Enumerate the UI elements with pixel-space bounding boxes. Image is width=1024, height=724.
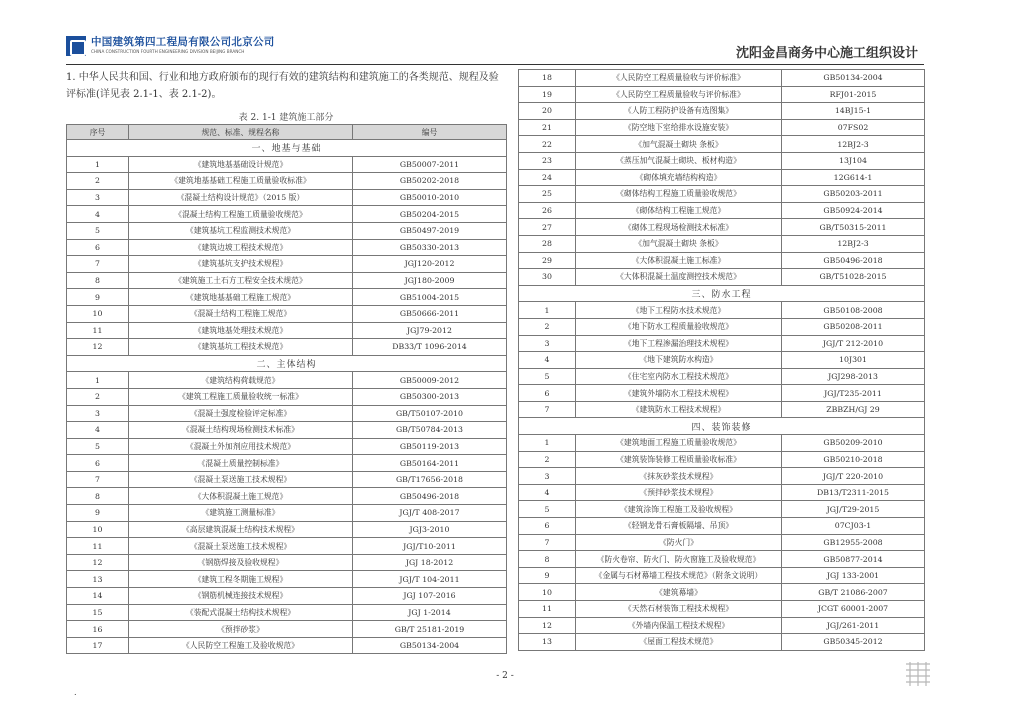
table-row	[67, 471, 507, 488]
table-row	[67, 305, 507, 322]
standard-code: GB/T51028-2015	[782, 269, 925, 286]
page-number: - 2 -	[496, 671, 514, 681]
row-number: 4	[519, 484, 576, 501]
table-row	[67, 571, 507, 588]
row-number: 2	[519, 318, 576, 335]
standard-code: JGJ/261-2011	[782, 617, 925, 634]
table-row	[67, 173, 507, 190]
row-number: 11	[67, 322, 129, 339]
table-row	[519, 86, 925, 103]
row-number: 12	[519, 617, 576, 634]
table-row	[519, 501, 925, 518]
standard-name: 《地下建筑防水构造》	[576, 352, 782, 369]
standard-name: 《建筑结构荷载规范》	[129, 372, 353, 389]
table-row	[67, 339, 507, 356]
standard-code: GB50209-2010	[782, 435, 925, 452]
table-row	[519, 252, 925, 269]
row-number: 10	[67, 521, 129, 538]
table-row	[519, 103, 925, 120]
standard-code: 10J301	[782, 352, 925, 369]
standard-name: 《人民防空工程施工及验收规范》	[129, 637, 353, 654]
standard-name: 《砌体结构工程施工规范》	[576, 202, 782, 219]
standard-code: ZBBZH/GJ 29	[782, 401, 925, 418]
standard-code: JGJ/T29-2015	[782, 501, 925, 518]
standard-name: 《抹灰砂浆技术规程》	[576, 468, 782, 485]
standard-code: GB/T 25181-2019	[353, 621, 507, 638]
table-row	[519, 584, 925, 601]
row-number: 12	[67, 339, 129, 356]
table-row	[67, 206, 507, 223]
standard-name: 《大体积混凝土施工规范》	[129, 488, 353, 505]
standards-table-right	[518, 69, 925, 651]
table-row	[519, 136, 925, 153]
standard-code: JGJ 107-2016	[353, 588, 507, 605]
table-row	[67, 588, 507, 605]
row-number: 3	[67, 405, 129, 422]
standard-name: 《预拌砂浆》	[129, 621, 353, 638]
standard-code: GB50666-2011	[353, 305, 507, 322]
row-number: 9	[67, 289, 129, 306]
standard-code: GB51004-2015	[353, 289, 507, 306]
row-number: 8	[67, 488, 129, 505]
standard-name: 《建筑涂饰工程施工及验收规程》	[576, 501, 782, 518]
table-row	[67, 488, 507, 505]
standard-code: GB50164-2011	[353, 455, 507, 472]
row-number: 27	[519, 219, 576, 236]
standard-code: JGJ180-2009	[353, 272, 507, 289]
standard-code: JGJ79-2012	[353, 322, 507, 339]
table-row	[67, 538, 507, 555]
row-number: 21	[519, 119, 576, 136]
standard-code: 12BJ2-3	[782, 235, 925, 252]
standard-name: 《屋面工程技术规范》	[576, 634, 782, 651]
row-number: 20	[519, 103, 576, 120]
page-header	[66, 30, 924, 64]
standard-name: 《建筑地面工程施工质量验收规范》	[576, 435, 782, 452]
standard-name: 《钢筋焊接及验收规程》	[129, 554, 353, 571]
standard-name: 《大体积混凝土温度测控技术规范》	[576, 269, 782, 286]
standard-name: 《建筑幕墙》	[576, 584, 782, 601]
standard-name: 《装配式混凝土结构技术规程》	[129, 604, 353, 621]
standard-code: GB50496-2018	[353, 488, 507, 505]
standard-code: 12G614-1	[782, 169, 925, 186]
standard-name: 《建筑外墙防水工程技术规程》	[576, 385, 782, 402]
standards-table-left	[66, 124, 507, 654]
standard-name: 《高层建筑混凝土结构技术规程》	[129, 521, 353, 538]
standard-code: JGJ/T 104-2011	[353, 571, 507, 588]
standard-name: 《混凝土外加剂应用技术规范》	[129, 438, 353, 455]
stamp-watermark-icon	[900, 660, 936, 688]
standard-code: 07CJ03-1	[782, 518, 925, 535]
cscec-logo-icon	[66, 36, 86, 56]
table-row	[67, 405, 507, 422]
standard-name: 《混凝土强度检验评定标准》	[129, 405, 353, 422]
section-heading: 三、防水工程	[519, 285, 925, 302]
table-row	[519, 634, 925, 651]
standard-name: 《地下防水工程质量验收规范》	[576, 318, 782, 335]
standard-name: 《混凝土泵送施工技术规程》	[129, 471, 353, 488]
row-number: 4	[67, 422, 129, 439]
table-row	[519, 435, 925, 452]
table-section-row	[519, 285, 925, 302]
row-number: 15	[67, 604, 129, 621]
table-row	[519, 368, 925, 385]
table-row	[67, 505, 507, 522]
standard-code: GB/T 21086-2007	[782, 584, 925, 601]
table-row	[519, 219, 925, 236]
standard-name: 《砌体工程现场检测技术标准》	[576, 219, 782, 236]
row-number: 14	[67, 588, 129, 605]
table-row	[67, 289, 507, 306]
standard-code: JGJ298-2013	[782, 368, 925, 385]
table-row	[67, 554, 507, 571]
standard-code: JCGT 60001-2007	[782, 601, 925, 618]
section-heading: 一、地基与基础	[67, 140, 507, 157]
row-number: 5	[519, 501, 576, 518]
standard-name: 《砌体填充墙结构构造》	[576, 169, 782, 186]
standard-code: GB/T17656-2018	[353, 471, 507, 488]
table-row	[67, 239, 507, 256]
standard-name: 《建筑工程施工质量验收统一标准》	[129, 388, 353, 405]
row-number: 13	[519, 634, 576, 651]
row-number: 1	[519, 302, 576, 319]
row-number: 10	[519, 584, 576, 601]
standard-name: 《建筑地基基础工程施工规范》	[129, 289, 353, 306]
standard-name: 《建筑装饰装修工程质量验收标准》	[576, 451, 782, 468]
row-number: 3	[67, 189, 129, 206]
table-row	[519, 468, 925, 485]
standard-code: GB50134-2004	[782, 70, 925, 87]
table-row	[519, 567, 925, 584]
row-number: 25	[519, 186, 576, 203]
row-number: 18	[519, 70, 576, 87]
table-row	[67, 621, 507, 638]
standard-name: 《建筑防水工程技术规程》	[576, 401, 782, 418]
row-number: 26	[519, 202, 576, 219]
standard-name: 《混凝土结构现场检测技术标准》	[129, 422, 353, 439]
table-row	[519, 451, 925, 468]
table-row	[67, 322, 507, 339]
standard-name: 《防空地下室给排水设施安装》	[576, 119, 782, 136]
row-number: 9	[519, 567, 576, 584]
standard-code: GB50924-2014	[782, 202, 925, 219]
standard-name: 《人民防空工程质量验收与评价标准》	[576, 70, 782, 87]
standard-name: 《加气混凝土砌块 条板》	[576, 235, 782, 252]
row-number: 28	[519, 235, 576, 252]
section-heading: 四、装饰装修	[519, 418, 925, 435]
standard-code: GB50300-2013	[353, 388, 507, 405]
standard-name: 《建筑施工测量标准》	[129, 505, 353, 522]
standard-code: GB/T50315-2011	[782, 219, 925, 236]
row-number: 4	[67, 206, 129, 223]
standard-name: 《混凝土结构设计规范》（2015 版）	[129, 189, 353, 206]
table-header-row	[67, 125, 507, 140]
standard-code: GB12955-2008	[782, 534, 925, 551]
standard-name: 《大体积混凝土施工标准》	[576, 252, 782, 269]
standard-name: 《建筑基坑支护技术规程》	[129, 256, 353, 273]
table-row	[519, 484, 925, 501]
row-number: 7	[519, 534, 576, 551]
table-row	[519, 601, 925, 618]
row-number: 6	[67, 239, 129, 256]
standard-name: 《预拌砂浆技术规程》	[576, 484, 782, 501]
standard-code: GB50330-2013	[353, 239, 507, 256]
standard-code: GB50108-2008	[782, 302, 925, 319]
standard-name: 《建筑地基基础设计规范》	[129, 156, 353, 173]
column-header-number: 序号	[67, 125, 129, 140]
table-row	[67, 637, 507, 654]
table-row	[67, 156, 507, 173]
standard-name: 《蒸压加气混凝土砌块、板材构造》	[576, 152, 782, 169]
standard-code: JGJ/T 212-2010	[782, 335, 925, 352]
standard-name: 《建筑工程冬期施工规程》	[129, 571, 353, 588]
row-number: 22	[519, 136, 576, 153]
standard-name: 《混凝土质量控制标准》	[129, 455, 353, 472]
standard-code: GB50497-2019	[353, 222, 507, 239]
row-number: 29	[519, 252, 576, 269]
table-row	[519, 518, 925, 535]
row-number: 13	[67, 571, 129, 588]
standard-code: GB50010-2010	[353, 189, 507, 206]
standard-code: GB50345-2012	[782, 634, 925, 651]
standard-code: JGJ120-2012	[353, 256, 507, 273]
table-row	[67, 604, 507, 621]
column-header-name: 规范、标准、规程名称	[129, 125, 353, 140]
row-number: 10	[67, 305, 129, 322]
standard-name: 《建筑地基处理技术规范》	[129, 322, 353, 339]
standard-name: 《人防工程防护设备有选图集》	[576, 103, 782, 120]
row-number: 7	[67, 256, 129, 273]
document-title: 沈阳金昌商务中心施工组织设计	[735, 46, 918, 61]
standard-code: DB13/T2311-2015	[782, 484, 925, 501]
standard-code: JGJ/T 220-2010	[782, 468, 925, 485]
standard-name: 《加气混凝土砌块 条板》	[576, 136, 782, 153]
row-number: 3	[519, 335, 576, 352]
standard-code: GB50119-2013	[353, 438, 507, 455]
standard-code: 07FS02	[782, 119, 925, 136]
standard-name: 《住宅室内防水工程技术规范》	[576, 368, 782, 385]
standard-name: 《天然石材装饰工程技术规程》	[576, 601, 782, 618]
row-number: 5	[67, 438, 129, 455]
standard-code: GB50877-2014	[782, 551, 925, 568]
row-number: 8	[67, 272, 129, 289]
row-number: 6	[519, 518, 576, 535]
row-number: 1	[67, 156, 129, 173]
table-row	[519, 617, 925, 634]
standard-code: GB50496-2018	[782, 252, 925, 269]
company-name: 中国建筑第四工程局有限公司北京公司	[91, 36, 275, 48]
standard-name: 《建筑施工土石方工程安全技术规范》	[129, 272, 353, 289]
row-number: 3	[519, 468, 576, 485]
standard-name: 《金属与石材幕墙工程技术规范》（附条文说明）	[576, 567, 782, 584]
row-number: 1	[67, 372, 129, 389]
table-row	[67, 422, 507, 439]
table-row	[67, 272, 507, 289]
standard-name: 《混凝土泵送施工技术规程》	[129, 538, 353, 555]
standard-code: GB/T50107-2010	[353, 405, 507, 422]
table-row	[67, 521, 507, 538]
section-heading: 二、主体结构	[67, 355, 507, 372]
standard-code: JGJ3-2010	[353, 521, 507, 538]
row-number: 11	[67, 538, 129, 555]
standard-code: 12BJ2-3	[782, 136, 925, 153]
row-number: 19	[519, 86, 576, 103]
table-row	[519, 152, 925, 169]
standard-name: 《人民防空工程质量验收与评价标准》	[576, 86, 782, 103]
table-row	[67, 372, 507, 389]
standard-name: 《地下工程渗漏治理技术规程》	[576, 335, 782, 352]
table-row	[67, 189, 507, 206]
table-row	[67, 455, 507, 472]
column-header-code: 编号	[353, 125, 507, 140]
table-section-row	[67, 140, 507, 157]
standard-code: GB50134-2004	[353, 637, 507, 654]
standard-code: GB50204-2015	[353, 206, 507, 223]
standard-code: JGJ 1-2014	[353, 604, 507, 621]
table-row	[519, 169, 925, 186]
standard-name: 《砌体结构工程施工质量验收规范》	[576, 186, 782, 203]
standard-code: 13J104	[782, 152, 925, 169]
table-row	[67, 438, 507, 455]
standard-code: DB33/T 1096-2014	[353, 339, 507, 356]
table-row	[519, 235, 925, 252]
table-row	[67, 256, 507, 273]
standard-name: 《钢筋机械连接技术规程》	[129, 588, 353, 605]
standard-name: 《轻钢龙骨石膏板隔墙、吊顶》	[576, 518, 782, 535]
standard-code: GB50007-2011	[353, 156, 507, 173]
row-number: 23	[519, 152, 576, 169]
table-row	[519, 401, 925, 418]
header-divider	[66, 64, 924, 65]
standard-name: 《建筑地基基础工程施工质量验收标准》	[129, 173, 353, 190]
row-number: 17	[67, 637, 129, 654]
table-section-row	[67, 355, 507, 372]
standard-name: 《防火卷帘、防火门、防火窗施工及验收规范》	[576, 551, 782, 568]
row-number: 24	[519, 169, 576, 186]
standard-code: 14BJ15-1	[782, 103, 925, 120]
table-row	[519, 202, 925, 219]
standard-code: JGJ 133-2001	[782, 567, 925, 584]
table-caption: 表 2. 1-1 建筑施工部分	[238, 113, 334, 123]
standard-code: JGJ/T10-2011	[353, 538, 507, 555]
row-number: 6	[67, 455, 129, 472]
row-number: 5	[519, 368, 576, 385]
row-number: 11	[519, 601, 576, 618]
table-row	[519, 335, 925, 352]
row-number: 2	[67, 388, 129, 405]
standard-code: JGJ/T235-2011	[782, 385, 925, 402]
standard-code: GB50208-2011	[782, 318, 925, 335]
standard-code: RFJ01-2015	[782, 86, 925, 103]
table-row	[519, 551, 925, 568]
table-row	[519, 352, 925, 369]
table-row	[519, 70, 925, 87]
row-number: 7	[519, 401, 576, 418]
standard-name: 《建筑边坡工程技术规范》	[129, 239, 353, 256]
standard-name: 《地下工程防水技术规范》	[576, 302, 782, 319]
intro-paragraph: 1. 中华人民共和国、行业和地方政府颁布的现行有效的建筑结构和建筑施工的各类规范、规程及验评标准(详见表 2.1-1、表 2.1-2)。	[66, 72, 499, 100]
table-row	[67, 388, 507, 405]
row-number: 6	[519, 385, 576, 402]
standard-code: GB50202-2018	[353, 173, 507, 190]
row-number: 16	[67, 621, 129, 638]
row-number: 2	[519, 451, 576, 468]
table-row	[519, 534, 925, 551]
row-number: 30	[519, 269, 576, 286]
row-number: 9	[67, 505, 129, 522]
standard-code: JGJ 18-2012	[353, 554, 507, 571]
table-row	[519, 385, 925, 402]
standard-code: GB50009-2012	[353, 372, 507, 389]
row-number: 4	[519, 352, 576, 369]
standard-name: 《混凝土结构工程施工规范》	[129, 305, 353, 322]
table-row	[67, 222, 507, 239]
company-name-english: CHINA CONSTRUCTION FOURTH ENGINEERING DIVISION BEIJING BRANCH	[91, 49, 245, 54]
standard-name: 《防火门》	[576, 534, 782, 551]
row-number: 12	[67, 554, 129, 571]
row-number: 8	[519, 551, 576, 568]
row-number: 7	[67, 471, 129, 488]
standard-name: 《建筑基坑工程监测技术规范》	[129, 222, 353, 239]
table-row	[519, 302, 925, 319]
standard-code: GB50203-2011	[782, 186, 925, 203]
standard-code: JGJ/T 408-2017	[353, 505, 507, 522]
row-number: 2	[67, 173, 129, 190]
standard-code: GB50210-2018	[782, 451, 925, 468]
table-section-row	[519, 418, 925, 435]
table-row	[519, 318, 925, 335]
standard-code: GB/T50784-2013	[353, 422, 507, 439]
footer-dot: .	[74, 688, 77, 697]
table-row	[519, 186, 925, 203]
row-number: 5	[67, 222, 129, 239]
table-row	[519, 269, 925, 286]
table-row	[519, 119, 925, 136]
row-number: 1	[519, 435, 576, 452]
standard-name: 《混凝土结构工程施工质量验收规范》	[129, 206, 353, 223]
standard-name: 《建筑基坑工程技术规范》	[129, 339, 353, 356]
standard-name: 《外墙内保温工程技术规程》	[576, 617, 782, 634]
